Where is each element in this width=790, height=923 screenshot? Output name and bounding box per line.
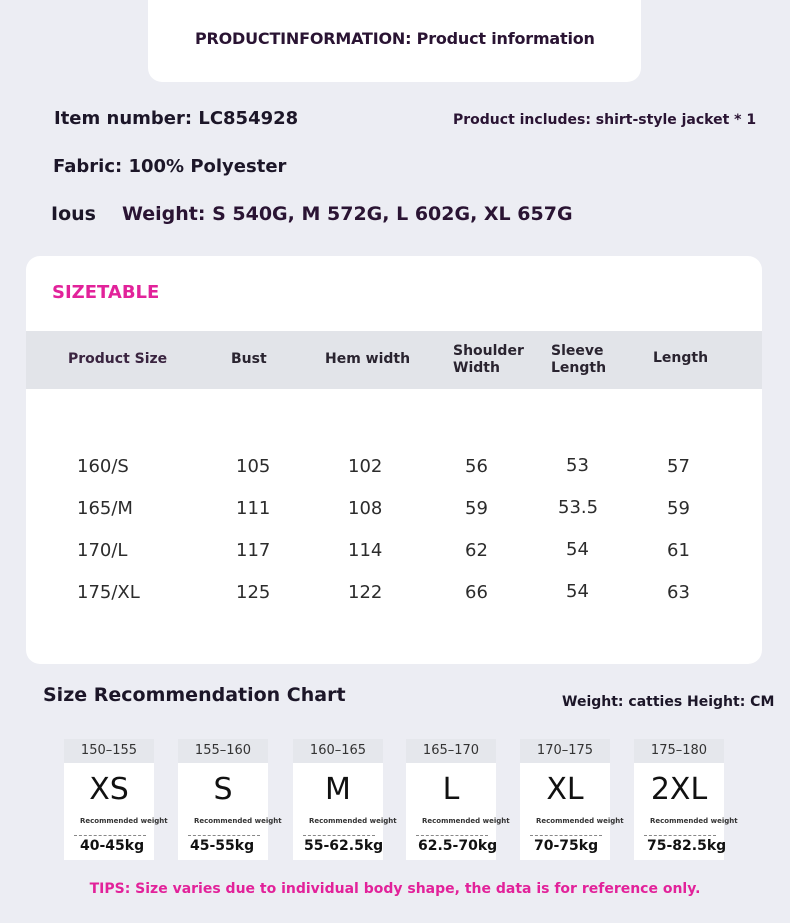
cell-hem-width: 114 xyxy=(348,540,383,561)
size-height-range: 150–155 xyxy=(64,739,154,763)
dashed-divider xyxy=(530,835,602,836)
size-card-l xyxy=(406,739,510,860)
cell-bust: 111 xyxy=(236,498,271,519)
cell-bust: 117 xyxy=(236,540,271,561)
size-height-range: 170–175 xyxy=(520,739,610,763)
recommended-weight-label: Recommended weight xyxy=(422,817,510,825)
cell-sleeve-length: 53 xyxy=(566,455,589,476)
size-label: XS xyxy=(89,772,129,807)
size-weight-range: 45-55kg xyxy=(190,838,255,854)
recommendation-units: Weight: catties Height: CM xyxy=(562,694,775,710)
ious-label: Ious xyxy=(51,203,96,225)
product-information-card xyxy=(148,0,641,82)
size-label: 2XL xyxy=(650,772,708,807)
fabric: Fabric: 100% Polyester xyxy=(53,156,287,177)
cell-size: 165/M xyxy=(77,498,133,519)
dashed-divider xyxy=(644,835,716,836)
cell-length: 61 xyxy=(667,540,690,561)
cell-shoulder-width: 66 xyxy=(465,582,488,603)
header-hem-width: Hem width xyxy=(325,351,411,367)
size-height-range: 160–165 xyxy=(293,739,383,763)
size-table-card xyxy=(26,256,762,664)
header-bust: Bust xyxy=(231,351,267,367)
cell-length: 57 xyxy=(667,456,690,477)
item-number: Item number: LC854928 xyxy=(54,108,299,129)
table-header-row xyxy=(26,331,762,389)
dashed-divider xyxy=(74,835,146,836)
cell-length: 63 xyxy=(667,582,690,603)
tips-note: TIPS: Size varies due to individual body shape, the data is for reference only. xyxy=(89,881,701,897)
size-weight-range: 55-62.5kg xyxy=(304,838,384,854)
size-weight-range: 40-45kg xyxy=(80,838,145,854)
size-recommendation-title: Size Recommendation Chart xyxy=(43,684,346,706)
recommended-weight-label: Recommended weight xyxy=(194,817,282,825)
dashed-divider xyxy=(188,835,260,836)
recommended-weight-label: Recommended weight xyxy=(80,817,168,825)
cell-bust: 125 xyxy=(236,582,271,603)
size-label: S xyxy=(213,772,233,807)
cell-shoulder-width: 59 xyxy=(465,498,488,519)
size-table-title: SIZETABLE xyxy=(52,282,160,303)
size-height-range: 165–170 xyxy=(406,739,496,763)
recommended-weight-label: Recommended weight xyxy=(536,817,624,825)
size-card-xs xyxy=(64,739,168,860)
product-includes: Product includes: shirt-style jacket * 1 xyxy=(453,112,757,128)
size-height-range: 175–180 xyxy=(634,739,724,763)
cell-hem-width: 122 xyxy=(348,582,383,603)
cell-hem-width: 108 xyxy=(348,498,383,519)
cell-sleeve-length: 54 xyxy=(566,539,589,560)
product-information-title: PRODUCTINFORMATION: Product information xyxy=(195,29,595,48)
cell-size: 160/S xyxy=(77,456,129,477)
recommended-weight-label: Recommended weight xyxy=(309,817,397,825)
cell-sleeve-length: 54 xyxy=(566,581,589,602)
header-sleeve-length: Sleeve Length xyxy=(551,343,607,376)
cell-bust: 105 xyxy=(236,456,271,477)
size-weight-range: 70-75kg xyxy=(534,838,599,854)
size-label: XL xyxy=(546,772,584,807)
size-label: M xyxy=(325,772,351,807)
weight-info: Weight: S 540G, M 572G, L 602G, XL 657G xyxy=(122,203,573,225)
size-weight-range: 75-82.5kg xyxy=(647,838,727,854)
size-card-2xl xyxy=(634,739,738,860)
size-weight-range: 62.5-70kg xyxy=(418,838,498,854)
size-card-m xyxy=(293,739,397,860)
cell-length: 59 xyxy=(667,498,690,519)
size-card-xl xyxy=(520,739,624,860)
header-product-size: Product Size xyxy=(68,351,168,367)
cell-hem-width: 102 xyxy=(348,456,383,477)
dashed-divider xyxy=(303,835,375,836)
size-card-s xyxy=(178,739,282,860)
cell-size: 175/XL xyxy=(77,582,140,603)
header-shoulder-width: Shoulder Width xyxy=(453,343,524,376)
cell-shoulder-width: 62 xyxy=(465,540,488,561)
cell-size: 170/L xyxy=(77,540,128,561)
dashed-divider xyxy=(416,835,488,836)
cell-sleeve-length: 53.5 xyxy=(558,497,599,518)
header-length: Length xyxy=(653,350,709,366)
recommended-weight-label: Recommended weight xyxy=(650,817,738,825)
cell-shoulder-width: 56 xyxy=(465,456,488,477)
size-height-range: 155–160 xyxy=(178,739,268,763)
size-label: L xyxy=(442,772,460,807)
